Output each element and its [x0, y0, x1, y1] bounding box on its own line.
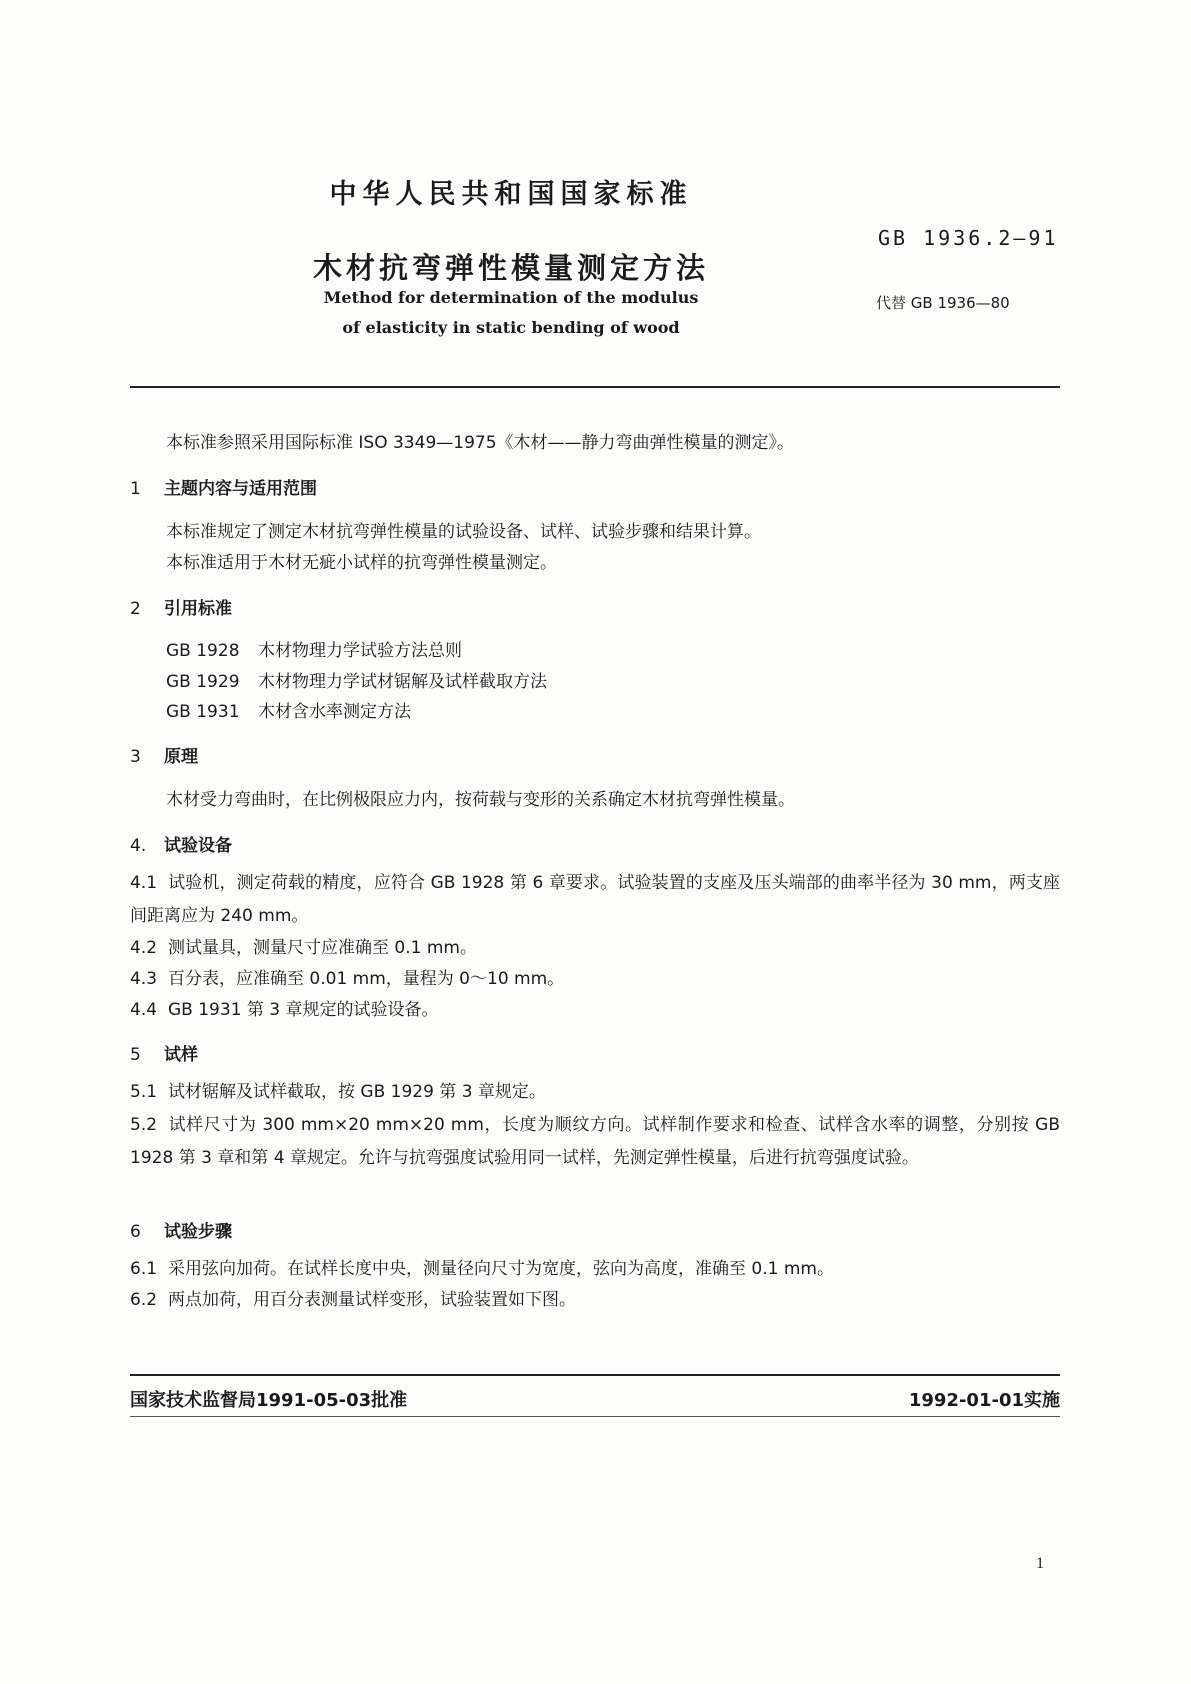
section-3-paragraph: 木材受力弯曲时，在比例极限应力内，按荷载与变形的关系确定木材抗弯弹性模量。: [166, 790, 795, 810]
section-6-heading: [130, 1217, 232, 1242]
approval-date: 国家技术监督局1991-05-03批准: [130, 1390, 408, 1411]
clause-number: 6.1: [130, 1259, 158, 1279]
clause-4-3: [130, 963, 1060, 996]
page-number: 1: [1036, 1555, 1044, 1572]
reference-title: 木材含水率测定方法: [258, 702, 411, 722]
section-number: 2: [130, 599, 141, 619]
reference-code: GB 1929: [166, 672, 240, 692]
effective-date: 1992-01-01实施: [908, 1390, 1060, 1411]
section-1-heading: [130, 474, 317, 499]
section-number: 3: [130, 747, 141, 767]
clause-text: 试验机，测定荷载的精度，应符合 GB 1928 第 6 章要求。试验装置的支座及压头端部的曲率半径为 30 mm，两支座间距离应为 240 mm。: [130, 873, 1060, 926]
clause-number: 4.4: [130, 1000, 158, 1020]
section-2-heading: [130, 594, 232, 619]
section-title: 试样: [164, 1045, 198, 1065]
clause-6-1: [130, 1253, 1060, 1286]
replaces-standard: 代替 GB 1936—80: [876, 294, 1010, 312]
clause-4-1: [130, 867, 1060, 933]
standard-number: GB 1936.2—91: [878, 226, 1059, 250]
section-1-paragraph-1: 本标准规定了测定木材抗弯弹性模量的试验设备、试样、试验步骤和结果计算。: [166, 522, 761, 542]
section-title: 引用标准: [164, 599, 232, 619]
clause-text: 测试量具，测量尺寸应准确至 0.1 mm。: [168, 938, 477, 958]
clause-text: 试材锯解及试样截取，按 GB 1929 第 3 章规定。: [168, 1082, 546, 1102]
clause-6-2: [130, 1284, 1060, 1317]
section-1-paragraph-2: 本标准适用于木材无疵小试样的抗弯弹性模量测定。: [166, 553, 557, 573]
clause-number: 4.1: [130, 873, 158, 893]
reference-code: GB 1928: [166, 641, 240, 661]
clause-number: 5.2: [130, 1115, 158, 1135]
reference-item: [166, 636, 462, 661]
clause-text: 百分表，应准确至 0.01 mm，量程为 0～10 mm。: [168, 969, 565, 989]
reference-title: 木材物理力学试材锯解及试样截取方法: [258, 672, 547, 692]
clause-5-1: [130, 1076, 1060, 1109]
clause-number: 4.3: [130, 969, 158, 989]
section-number: 6: [130, 1222, 141, 1242]
clause-5-2: [130, 1109, 1060, 1175]
section-title: 试验设备: [164, 836, 232, 856]
clause-number: 5.1: [130, 1082, 158, 1102]
reference-code: GB 1931: [166, 702, 240, 722]
clause-text: 试样尺寸为 300 mm×20 mm×20 mm，长度为顺纹方向。试样制作要求和检查、试样含水率的调整，分别按 GB 1928 第 3 章和第 4 章规定。允许与抗弯强度试验用同一试样，先测定弹性模量，后进行抗弯强度试验。: [130, 1115, 1060, 1168]
clause-number: 6.2: [130, 1290, 158, 1310]
reference-item: [166, 667, 547, 692]
clause-number: 4.2: [130, 938, 158, 958]
clause-text: GB 1931 第 3 章规定的试验设备。: [168, 1000, 439, 1020]
section-title: 原理: [164, 747, 198, 767]
clause-4-2: [130, 932, 1060, 965]
clause-4-4: [130, 994, 1060, 1027]
document-title: 木材抗弯弹性模量测定方法: [312, 251, 709, 285]
reference-title: 木材物理力学试验方法总则: [258, 641, 462, 661]
national-standard-heading: 中华人民共和国国家标准: [329, 179, 693, 210]
section-4-heading: [130, 831, 232, 856]
header-divider: [130, 386, 1060, 388]
clause-text: 两点加荷，用百分表测量试样变形，试验装置如下图。: [168, 1290, 576, 1310]
section-title: 试验步骤: [164, 1222, 232, 1242]
intro-text: 本标准参照采用国际标准 ISO 3349—1975《木材——静力弯曲弹性模量的测定》。: [166, 433, 795, 453]
english-title-line-2: of elasticity in static bending of wood: [342, 318, 680, 337]
section-number: 5: [130, 1045, 141, 1065]
reference-item: [166, 697, 411, 722]
footer-divider: [130, 1374, 1060, 1376]
section-title: 主题内容与适用范围: [164, 479, 317, 499]
clause-text: 采用弦向加荷。在试样长度中央，测量径向尺寸为宽度，弦向为高度，准确至 0.1 mm。: [168, 1259, 834, 1279]
section-3-heading: [130, 742, 198, 767]
footer-bottom-divider: [130, 1416, 1060, 1417]
english-title-line-1: Method for determination of the modulus: [323, 288, 699, 307]
section-5-heading: [130, 1040, 198, 1065]
section-number: 1: [130, 479, 141, 499]
section-number: 4.: [130, 836, 147, 856]
